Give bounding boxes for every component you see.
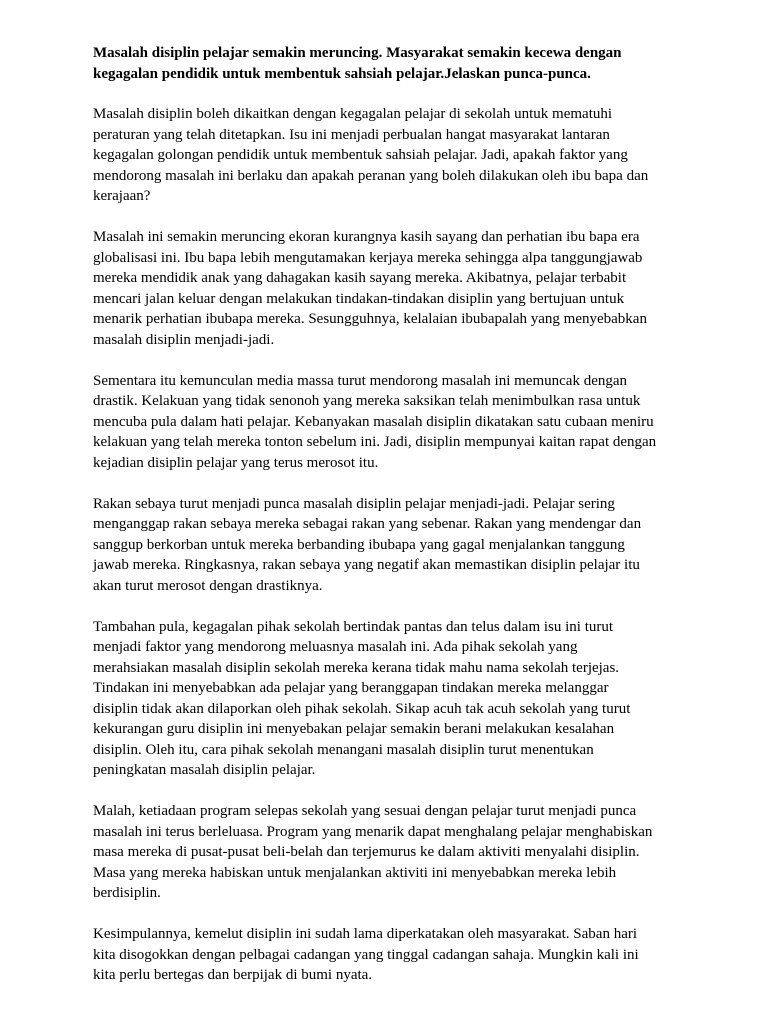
paragraph-line: mencari jalan keluar dengan melakukan tindakan-tindakan disiplin yang bertujuan untuk bbox=[93, 290, 625, 307]
paragraph-line: Tambahan pula, kegagalan pihak sekolah bertindak pantas dan telus dalam isu ini turut bbox=[93, 618, 614, 635]
paragraph-line: globalisasi ini. Ibu bapa lebih mengutamakan kerjaya mereka sehingga alpa tanggungjawab bbox=[93, 249, 643, 266]
paragraph-line: mendorong masalah ini berlaku dan apakah peranan yang boleh dilakukan oleh ibu bapa dan bbox=[93, 167, 649, 184]
paragraph-line: peraturan yang telah ditetapkan. Isu ini menjadi perbualan hangat masyarakat lantaran bbox=[93, 126, 610, 143]
paragraph-line: kita perlu bertegas dan berpijak di bumi nyata. bbox=[93, 967, 373, 983]
paragraph-line: peningkatan masalah disiplin pelajar. bbox=[93, 762, 316, 778]
paragraph-line: Kesimpulannya, kemelut disiplin ini sudah lama diperkatakan oleh masyarakat. Saban hari bbox=[93, 926, 638, 942]
paragraph-line: drastik. Kelakuan yang tidak senonoh yang mereka saksikan telah menimbulkan rasa untuk bbox=[93, 393, 641, 409]
paragraph-line: akan turut merosot dengan drastiknya. bbox=[93, 577, 323, 594]
paragraph-introduction bbox=[93, 104, 683, 207]
paragraph-line: jawab mereka. Ringkasnya, rakan sebaya yang negatif akan memastikan disiplin pelajar itu bbox=[93, 557, 640, 573]
paragraph-line: mencuba pula dalam hati pelajar. Kebanyakan masalah disiplin dikatakan satu cubaan meniru bbox=[93, 413, 654, 430]
paragraph-line: masalah ini terus berleluasa. Program yang menarik dapat menghalang pelajar menghabiskan bbox=[93, 823, 653, 840]
paragraph-after-school-programs bbox=[93, 801, 683, 904]
paragraph-line: menganggap rakan sebaya mereka sebagai rakan yang sebenar. Rakan yang mendengar dan bbox=[93, 516, 642, 532]
paragraph-line: berdisiplin. bbox=[93, 885, 161, 901]
paragraph-line: Tindakan ini menyebabkan ada pelajar yang beranggapan tindakan mereka melanggar bbox=[93, 680, 609, 696]
paragraph-line: Malah, ketiadaan program selepas sekolah yang sesuai dengan pelajar turut menjadi punca bbox=[93, 803, 637, 819]
paragraph-line: merahsiakan masalah disiplin sekolah mereka kerana tidak mahu nama sekolah terjejas. bbox=[93, 659, 620, 676]
paragraph-line: mereka mendidik anak yang dahagakan kasih sayang mereka. Akibatnya, pelajar terbabit bbox=[93, 270, 627, 286]
paragraph-line: menjadi faktor yang mendorong meluasnya masalah ini. Ada pihak sekolah yang bbox=[93, 639, 578, 655]
paragraph-line: kejadian disiplin pelajar yang terus merosot itu. bbox=[93, 454, 379, 471]
paragraph-line: Sementara itu kemunculan media massa turut mendorong masalah ini memuncak dengan bbox=[93, 372, 628, 389]
paragraph-line: kita disogokkan dengan pelbagai cadangan yang tinggal cadangan sahaja. Mungkin kali ini bbox=[93, 946, 639, 963]
document-page bbox=[93, 43, 683, 1006]
document-title bbox=[93, 43, 683, 84]
paragraph-line: menarik perhatian ibubapa mereka. Sesungguhnya, kelalaian ibubapalah yang menyebabkan bbox=[93, 311, 647, 327]
paragraph-line: Masa yang mereka habiskan untuk menjalankan aktiviti ini menyebabkan mereka lebih bbox=[93, 864, 617, 881]
paragraph-line: masalah disiplin menjadi-jadi. bbox=[93, 331, 275, 348]
paragraph-line: kekurangan guru disiplin ini menyebakan pelajar semakin berani melakukan kesalahan bbox=[93, 721, 615, 737]
paragraph-line: kelakuan yang telah mereka tonton sebelum ini. Jadi, disiplin mempunyai kaitan rapat dengan bbox=[93, 434, 657, 450]
paragraph-mass-media bbox=[93, 371, 683, 474]
paragraph-line: Masalah ini semakin meruncing ekoran kurangnya kasih sayang dan perhatian ibu bapa era bbox=[93, 229, 640, 245]
paragraph-line: disiplin. Oleh itu, cara pihak sekolah menangani masalah disiplin turut menentukan bbox=[93, 741, 594, 758]
paragraph-line: Rakan sebaya turut menjadi punca masalah disiplin pelajar menjadi-jadi. Pelajar sering bbox=[93, 495, 615, 512]
paragraph-peers bbox=[93, 494, 683, 597]
paragraph-line: disiplin tidak akan dilaporkan oleh pihak sekolah. Sikap acuh tak acuh sekolah yang turut bbox=[93, 700, 631, 717]
title-line: kegagalan pendidik untuk membentuk sahsiah pelajar.Jelaskan punca-punca. bbox=[93, 65, 591, 82]
paragraph-line: Masalah disiplin boleh dikaitkan dengan kegagalan pelajar di sekolah untuk mematuhi bbox=[93, 106, 613, 122]
paragraph-parents bbox=[93, 227, 683, 350]
title-line: Masalah disiplin pelajar semakin meruncing. Masyarakat semakin kecewa dengan bbox=[93, 45, 622, 61]
paragraph-line: masa mereka di pusat-pusat beli-belah dan terjemurus ke dalam aktiviti menyalahi disiplin. bbox=[93, 844, 640, 860]
paragraph-line: sanggup berkorban untuk mereka berbanding ibubapa yang gagal menjalankan tanggung bbox=[93, 536, 625, 553]
paragraph-school bbox=[93, 617, 683, 781]
paragraph-line: kegagalan golongan pendidik untuk membentuk sahsiah pelajar. Jadi, apakah faktor yang bbox=[93, 147, 628, 163]
paragraph-line: kerajaan? bbox=[93, 188, 151, 204]
paragraph-conclusion bbox=[93, 924, 683, 986]
